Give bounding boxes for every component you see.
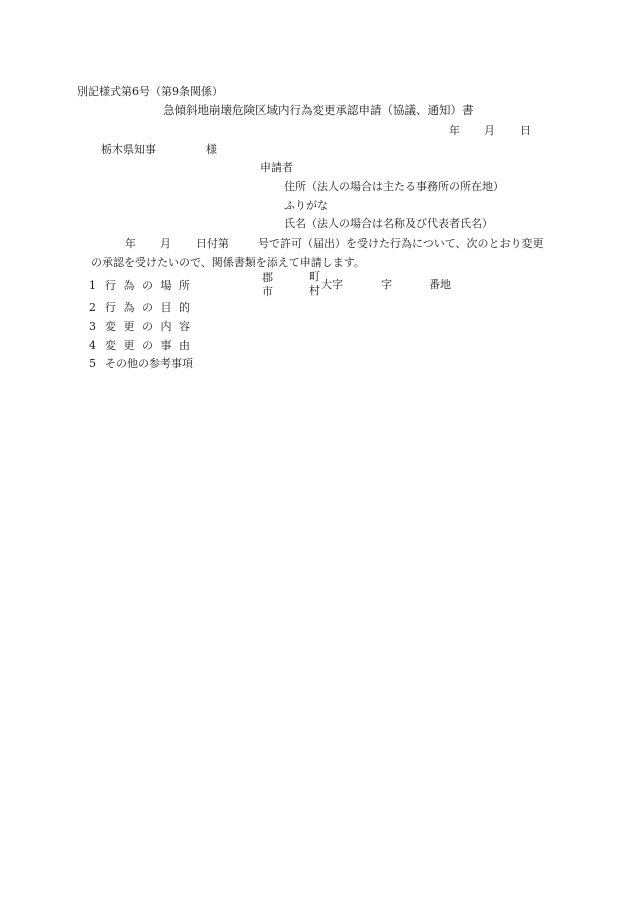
item-label: 変 更 の 事 由 bbox=[105, 339, 192, 352]
item-number: 2 bbox=[89, 301, 96, 314]
applicant-address-label: 住所（法人の場合は主たる事務所の所在地） bbox=[284, 180, 504, 193]
item-number: 1 bbox=[89, 279, 96, 292]
item-number: 3 bbox=[89, 320, 96, 333]
body-year: 年 bbox=[125, 237, 136, 250]
addressee-honorific: 様 bbox=[206, 143, 217, 156]
date-month: 月 bbox=[484, 124, 495, 137]
applicant-name-label: 氏名（法人の場合は名称及び代表者氏名） bbox=[284, 217, 493, 230]
date-day: 日 bbox=[520, 124, 531, 137]
body-month: 月 bbox=[160, 237, 171, 250]
body-line2: の承認を受けたいので、関係書類を添えて申請します。 bbox=[91, 256, 365, 269]
item-label: その他の参考事項 bbox=[105, 357, 193, 370]
addressee-name: 栃木県知事 bbox=[101, 143, 156, 156]
body-dated: 日付第 bbox=[196, 237, 229, 250]
location-mura: 村 bbox=[309, 284, 320, 297]
item-number: 4 bbox=[89, 339, 96, 352]
location-machi: 町 bbox=[309, 270, 320, 283]
location-oaza: 大字 bbox=[321, 278, 343, 291]
form-number: 別記様式第6号（第9条関係） bbox=[77, 85, 223, 98]
applicant-label: 申請者 bbox=[260, 161, 293, 174]
date-year: 年 bbox=[449, 124, 460, 137]
body-line1-rest: 号で許可（届出）を受けた行為について、次のとおり変更 bbox=[258, 237, 544, 250]
location-aza: 字 bbox=[381, 278, 392, 291]
applicant-furigana-label: ふりがな bbox=[284, 199, 328, 212]
document-title: 急傾斜地崩壊危険区域内行為変更承認申請（協議、通知）書 bbox=[163, 103, 474, 117]
item-label: 行 為 の 場 所 bbox=[105, 279, 192, 292]
location-shi: 市 bbox=[262, 285, 273, 298]
item-label: 行 為 の 目 的 bbox=[105, 301, 192, 314]
item-label: 変 更 の 内 容 bbox=[105, 320, 192, 333]
item-number: 5 bbox=[89, 357, 96, 370]
location-gun: 郡 bbox=[262, 271, 273, 284]
location-banchi: 番地 bbox=[429, 278, 451, 291]
